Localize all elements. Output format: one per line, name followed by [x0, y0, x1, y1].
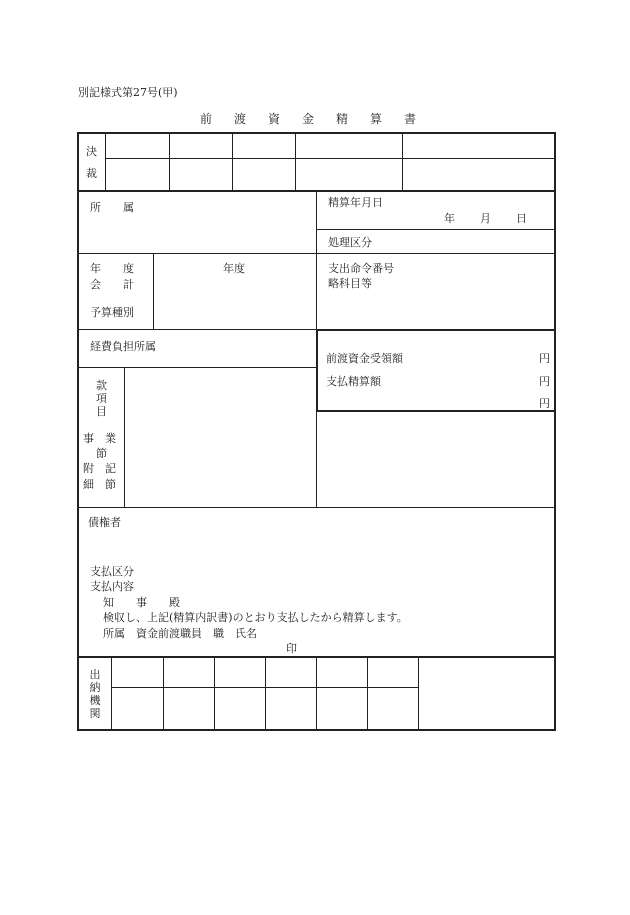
payment-order-number-label: 支出命令番号: [328, 262, 394, 275]
settlement-year: 年: [444, 212, 455, 225]
fiscal-year-label: 年 度: [90, 262, 134, 275]
title-char: 書: [404, 112, 417, 126]
title-char: 算: [370, 112, 383, 126]
affiliation-label: 所 属: [90, 201, 134, 214]
amount-box-left: [316, 329, 318, 412]
account-label: 会 計: [90, 278, 134, 291]
fiscal-divider: [153, 253, 154, 329]
document-title: [200, 110, 438, 127]
processing-type-label: 処理区分: [328, 236, 372, 249]
class-fuki: 附 記: [83, 462, 116, 475]
treasury-label: 出納機関: [89, 668, 101, 720]
approval-col: [169, 132, 170, 191]
settlement-month: 月: [480, 212, 491, 225]
form-number: 別記様式第27号(甲): [78, 86, 178, 99]
title-char: 精: [336, 112, 349, 126]
approval-label-top: 決: [86, 145, 97, 158]
settlement-day: 日: [516, 212, 527, 225]
payment-content-label: 支払内容: [90, 580, 134, 593]
cost-burden-label: 経費負担所属: [90, 340, 156, 353]
class-setsu: 節: [96, 447, 107, 460]
row-line: [77, 253, 556, 254]
title-char: 資: [268, 112, 281, 126]
seal-mark: 印: [286, 642, 297, 655]
processing-top-line: [316, 229, 556, 230]
approval-col: [402, 132, 403, 191]
class-kan: 款: [96, 379, 107, 392]
class-moku: 目: [96, 405, 107, 418]
title-char: 金: [302, 112, 315, 126]
treasury-col: [265, 657, 266, 730]
signer-line: 所属 資金前渡職員 職 氏名: [103, 627, 257, 640]
row-line: [77, 507, 556, 508]
creditor-label: 債権者: [88, 516, 121, 529]
row-line: [77, 367, 317, 368]
subject-label: 略科目等: [328, 277, 372, 290]
border-top: [77, 132, 556, 134]
classification-divider: [124, 367, 125, 507]
treasury-col: [316, 657, 317, 730]
budget-type-label: 予算種別: [90, 306, 134, 319]
treasury-col: [214, 657, 215, 730]
payment-type-label: 支払区分: [90, 565, 134, 578]
addressee: 知 事 殿: [103, 596, 180, 609]
fiscal-year-suffix: 年度: [223, 262, 245, 275]
settlement-statement: 検収し、上記(精算内訳書)のとおり支払したから精算します。: [103, 611, 408, 624]
treasury-col: [163, 657, 164, 730]
treasury-col: [367, 657, 368, 730]
approval-divider: [105, 132, 106, 191]
class-jigyou: 事 業: [83, 432, 116, 445]
approval-col: [295, 132, 296, 191]
treasury-divider: [111, 657, 112, 730]
third-amount-unit: 円: [539, 397, 550, 410]
title-char: 渡: [234, 112, 247, 126]
approval-col: [232, 132, 233, 191]
settlement-date-label: 精算年月日: [328, 196, 383, 209]
amount-box-top: [316, 329, 556, 331]
received-amount-label: 前渡資金受領額: [326, 352, 403, 365]
payment-amount-label: 支払精算額: [326, 375, 381, 388]
received-amount-unit: 円: [539, 352, 550, 365]
border-left: [77, 132, 79, 731]
class-kou: 項: [96, 392, 107, 405]
treasury-col: [418, 657, 419, 730]
border-right: [554, 132, 556, 731]
class-saisetsu: 細 節: [83, 478, 116, 491]
approval-label-bottom: 裁: [86, 167, 97, 180]
amount-box-bottom: [316, 410, 556, 412]
payment-amount-unit: 円: [539, 375, 550, 388]
title-char: 前: [200, 112, 213, 126]
approval-row-line: [105, 158, 555, 159]
row-line: [77, 329, 317, 330]
